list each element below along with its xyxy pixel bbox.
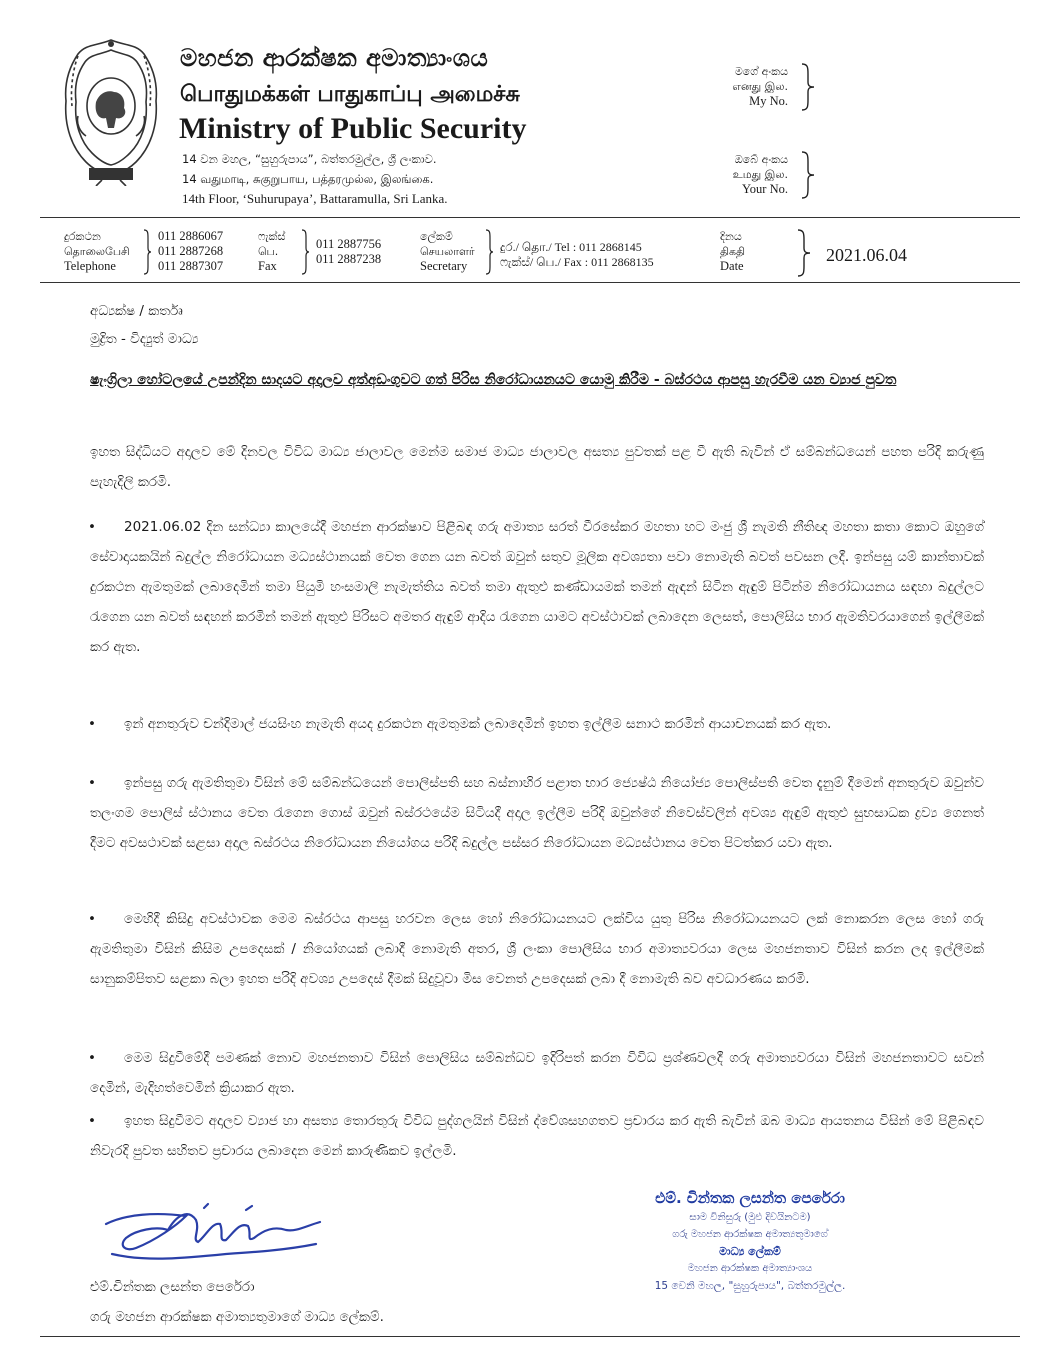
- fax-number: 011 2887238: [316, 252, 382, 266]
- telephone-label: [64, 229, 130, 274]
- bullet-icon: •: [88, 1113, 96, 1129]
- stamp-line: සාම විනිසුරු (මුළු දිවයිනටම): [689, 1212, 811, 1223]
- stamp-line: ගරු මහජන ආරක්ෂක අමාත්‍යතුමාගේ: [672, 1229, 828, 1240]
- telephone-numbers: [158, 229, 223, 274]
- bullet-icon: •: [88, 519, 96, 535]
- bullet-point: [90, 768, 984, 858]
- date-ta: திகதி: [720, 245, 746, 258]
- secretary-ta: செயலாளர்: [420, 245, 475, 258]
- subject-heading: ෂැංග්‍රිලා හෝටලයේ උපන්දින සාදයට අදාලව අත්අඩංගුවට ගත් පිරිස නිරෝධායනයට යොමු කිරීම - බස්රථය ආපසු හැරවීම යන ව්‍යාජ පුවත: [90, 372, 897, 388]
- date-en: Date: [720, 259, 744, 273]
- fax-ta: பெ.: [258, 245, 279, 258]
- your-no-si: ඔබේ අංකය: [734, 153, 788, 166]
- secretary-numbers: [500, 240, 654, 270]
- fax-en: Fax: [258, 259, 277, 273]
- secretary-si: ලේකම්: [420, 230, 453, 243]
- bullet-text: මෙහිදී කිසිදු අවස්ථාවක මෙම බස්රථය ආපසු හරවන ලෙස හෝ නිරෝධායනයට ලක්විය යුතු පිරිස නිරෝධායනයට ලක් නොකරන ලෙස හෝ ගරු ඇමතිතුමා විසින් කිසිම උපදෙසක් / නියෝගයක් ලබාදී නොමැති අතර, ශ්‍රී ලංකා පොලීසිය භාර අමාත්‍යවරයා ලෙස මහජනතාව විසින් කරන ලද ඉල්ලීමක් සානුකම්පිතව සළකා බලා ඉහත පරිදි අවශ්‍ය උපදෙස් දීමක් සිදුවූවා මිස වෙනත් උපදෙසක් ලබා දී නොමැති බව අවධාරණය කරමි.: [90, 911, 984, 987]
- bullet-icon: •: [88, 911, 96, 927]
- header-rule-top: [40, 217, 1020, 218]
- bullet-text: 2021.06.02 දින සන්ධ්‍යා කාලයේදී මහජන ආරක්ෂාව පිළිබඳ ගරු අමාත්‍ය සරත් වීරසේකර මහතා හට මංජු ශ්‍රී නැමති නීතිඥ මහතා කතා කොට ඔහුගේ සේවාදායකයින් බදුල්ල නිරෝධායන මධ්‍යස්ථානයක් වෙත ගෙන යන බවත් ඔවුන් සතුව මූලික අවශ්‍යතා පවා නොමැති බවත් පවසන ලදී. ඉන්පසු යම් කාන්තාවක් දුරකථන ඇමතුමක් ලබාදෙමින් තමා පියුමි හංසමාලි නැමැත්තිය බවත් තමා ඇතුළු කණ්ඩායමක් තමන් ඇඳන් සිටින ඇඳුම් පිටින්ම නිරෝධායනය සඳහා බදුල්ලට රැගෙන යන බවත් සඳහන් කරමින් තමන් ඇතුළු පිරිසට අමතර ඇඳුම් ආදිය රැගෙන යාමට අවස්ථාවක් ලබාදෙන ලෙසත්, පොලිසිය භාර ඇමතිවරයාගෙන් ඉල්ලීමක් කර ඇත.: [90, 519, 985, 655]
- bullet-text: ඉන් අනතුරුව චන්දිමාල් ජයසිංහ නැමැති අයද දුරකථන ඇමතුමක් ලබාදෙමින් ඉහත ඉල්ලීම සනාථ කරමින් ආයාචනයක් කර ඇත.: [124, 716, 832, 732]
- header-rule-bottom: [40, 282, 1020, 283]
- my-no-label: [716, 64, 788, 109]
- secretary-tel: දුර./ தொ./ Tel : 011 2868145: [500, 240, 642, 254]
- telephone-si: දුරකථන: [64, 230, 101, 243]
- telephone-number: 011 2887307: [158, 259, 224, 273]
- intro-paragraph: ඉහත සිද්ධියට අදාලව මේ දිනවල විවිධ මාධ්‍ය ජාලාවල මෙන්ම සමාජ මාධ්‍ය ජාලාවල අසත්‍ය පුවතක් පළ වී ඇති බැවින් ඒ සම්බන්ධයෙන් පහත පරිදි කරුණු පැහැදිලි කරමි.: [90, 444, 984, 490]
- your-no-label: [716, 152, 788, 197]
- ministry-title-sinhala: මහජන ආරක්ෂක අමාත්‍යාංශය: [180, 44, 489, 72]
- my-no-si: මගේ අංකය: [734, 65, 788, 78]
- ministry-title-tamil: பொதுமக்கள் பாதுகாப்பு அமைச்சு: [180, 82, 520, 107]
- secretary-fax: ෆැක්ස්/ பெ./ Fax : 011 2868135: [500, 255, 654, 269]
- secretary-en: Secretary: [420, 259, 468, 273]
- my-no-en: My No.: [749, 94, 788, 108]
- date-si: දිනය: [720, 230, 742, 243]
- secretary-brace: [484, 228, 494, 276]
- fax-brace: [300, 228, 310, 276]
- address-tamil: 14 வதுமாடி, சுகுறுபாய, பத்தரமுல்ல, இலங்கை.: [182, 172, 434, 186]
- bullet-icon: •: [88, 1050, 96, 1066]
- telephone-brace: [142, 228, 152, 276]
- ministry-title-english: Ministry of Public Security: [179, 112, 527, 145]
- official-stamp: [590, 1187, 910, 1295]
- stamp-line: මහජන ආරක්ෂක අමාත්‍යාංශය: [687, 1263, 813, 1274]
- fax-numbers: [316, 237, 381, 267]
- date-brace: [796, 228, 812, 278]
- bullet-icon: •: [88, 775, 96, 791]
- your-no-brace: [800, 150, 816, 200]
- stamp-name: එම්. චින්තක ලසන්ත පෙරේරා: [655, 1189, 845, 1207]
- bullet-point: [90, 1043, 984, 1103]
- stamp-line: මාධ්‍ය ලේකම්: [719, 1245, 781, 1258]
- stamp-line: 15 වෙනි මහල, "සුහුරුපාය", බත්තරමුල්ල.: [654, 1280, 846, 1292]
- fax-number: 011 2887756: [316, 237, 382, 251]
- your-no-en: Your No.: [742, 182, 788, 196]
- signatory-name: එම්.චින්තක ලසන්ත පෙරේරා: [90, 1279, 255, 1295]
- bullet-point: [90, 512, 984, 662]
- date-label: [720, 229, 745, 274]
- my-no-ta: எனது இல.: [732, 80, 788, 93]
- bullet-text: ඉහත සිදුවීමට අදාලව ව්‍යාජ හා අසත්‍ය තොරතුරු විවිධ පුද්ගලයින් විසින් ද්වේශසහගතව ප්‍රචාරය කර ඇති බැවින් ඔබ මාධ්‍ය ආයතනය විසින් මේ පිළිබඳව නිවැරදි පුවත සහිතව ප්‍රචාරය ලබාදෙන මෙන් කාරුණිකව ඉල්ලමි.: [90, 1113, 984, 1159]
- secretary-label: [420, 229, 475, 274]
- date-value: 2021.06.04: [826, 245, 907, 265]
- your-no-ta: உமது இல.: [732, 168, 788, 181]
- bullet-point: [90, 709, 984, 739]
- address-english: 14th Floor, ‘Suhurupaya’, Battaramulla, Sri Lanka.: [182, 191, 448, 206]
- fax-label: [258, 229, 285, 274]
- bullet-point: [90, 1106, 984, 1166]
- bullet-point: [90, 904, 984, 994]
- address-sinhala: 14 වන මහල, “සුහුරුපාය”, බත්තරමුල්ල, ශ්‍රී ලංකාව.: [182, 152, 437, 166]
- recipient-line: අධ්‍යක්ෂ / කර්තෘ: [90, 303, 183, 319]
- sri-lanka-emblem-icon: [56, 36, 166, 186]
- telephone-en: Telephone: [64, 259, 116, 273]
- bullet-text: මෙම සිදුවීමේදී පමණක් නොව මහජනතාව විසින් පොලිසිය සම්බන්ධව ඉදිරිපත් කරන විවිධ ප්‍රශ්ණවලදී ගරු අමාත්‍යවරයා විසින් මහජනතාවට සවන් දෙමින්, මැදිහත්වෙමින් ක්‍රියාකර ඇත.: [90, 1050, 984, 1096]
- telephone-number: 011 2887268: [158, 244, 224, 258]
- my-no-brace: [800, 62, 816, 112]
- handwritten-signature: [96, 1196, 332, 1276]
- bullet-text: ඉන්පසු ගරු ඇමතිතුමා විසින් මේ සම්බන්ධයෙන් පොලිස්පති සහ බස්නාහිර පළාත භාර ජ්‍යෙෂ්ඨ නියෝජ්‍ය පොලිස්පති වෙත දැනුම් දීමෙන් අනතුරුව ඔවුන්ව තලංගම පොලිස් ස්ථානය වෙත රැගෙන ගොස් ඔවුන් බස්රථයේම සිටියදී අදාල ඉල්ලීම පරිදි ඔවුන්ගේ නිවෙස්වලින් අවශ්‍ය ඇඳුම් ඇතුළු සුභසාධක ද්‍රව්‍ය ගෙනත් දීමට අවසථාවක් සළසා අදාල බස්රථය නිරෝධායන නියෝගය පරිදි බදුල්ල පස්සර නිරෝධායන මධ්‍යස්ථානය වෙත පිටත්කර යවා ඇත.: [90, 775, 984, 851]
- footer-rule: [40, 1336, 1020, 1337]
- bullet-icon: •: [88, 716, 96, 732]
- signatory-title: ගරු මහජන ආරක්ෂක අමාත්‍යතුමාගේ මාධ්‍ය ලේකම්.: [90, 1309, 384, 1325]
- telephone-number: 011 2886067: [158, 229, 224, 243]
- fax-si: ෆැක්ස්: [258, 230, 286, 243]
- telephone-ta: தொலைபேசி: [64, 245, 130, 258]
- recipient-line: මුද්‍රිත - විද්‍යුත් මාධ්‍ය: [90, 331, 199, 347]
